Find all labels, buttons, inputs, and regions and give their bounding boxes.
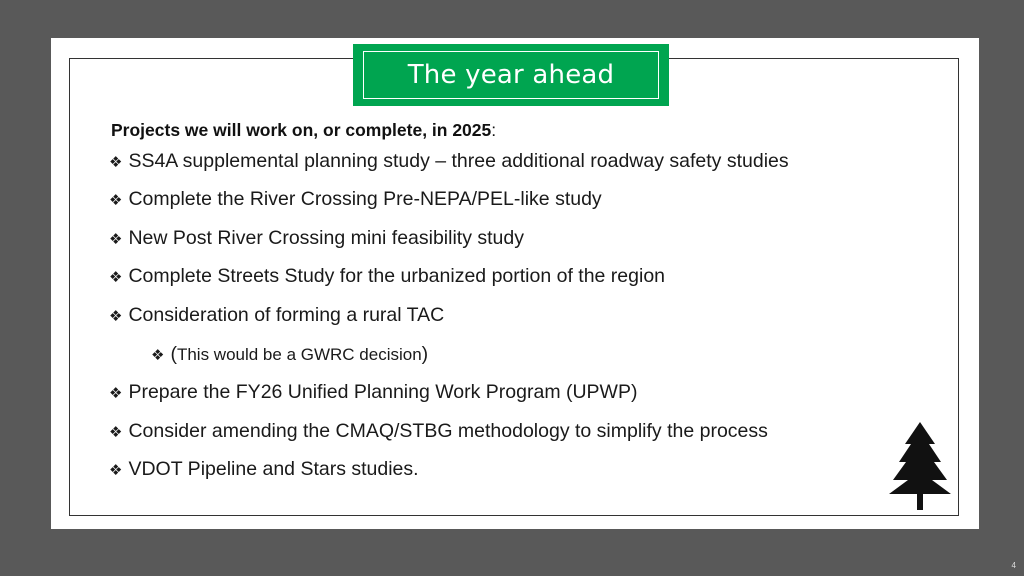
diamond-bullet-icon: ❖	[151, 345, 165, 364]
sub-bullet-item	[151, 343, 428, 366]
bullet-item	[109, 150, 789, 173]
title-banner	[353, 44, 669, 106]
bullet-item	[109, 458, 419, 481]
open-paren: (	[170, 343, 177, 365]
bullet-text: SS4A supplemental planning study – three additional roadway safety studies	[128, 150, 789, 172]
heading-text: Projects we will work on, or complete, in 2025	[111, 120, 492, 140]
pine-tree-icon	[889, 422, 951, 510]
diamond-bullet-icon: ❖	[109, 152, 123, 171]
slide-title: The year ahead	[407, 60, 615, 90]
diamond-bullet-icon: ❖	[109, 422, 123, 441]
heading-colon: :	[491, 120, 497, 140]
bullet-text: New Post River Crossing mini feasibility study	[128, 227, 524, 249]
bullet-text: Complete Streets Study for the urbanized portion of the region	[128, 265, 666, 287]
page-number: 4	[1011, 561, 1016, 570]
bullet-text: VDOT Pipeline and Stars studies.	[128, 458, 419, 480]
diamond-bullet-icon: ❖	[109, 306, 123, 325]
slide	[51, 38, 979, 529]
bullet-text: Complete the River Crossing Pre-NEPA/PEL-like study	[128, 188, 602, 210]
bullet-item	[109, 265, 665, 288]
bullet-item	[109, 381, 637, 404]
bullet-item	[109, 420, 768, 443]
section-heading	[111, 120, 496, 141]
diamond-bullet-icon: ❖	[109, 460, 123, 479]
bullet-text: Prepare the FY26 Unified Planning Work Program (UPWP)	[128, 381, 638, 403]
diamond-bullet-icon: ❖	[109, 229, 123, 248]
diamond-bullet-icon: ❖	[109, 383, 123, 402]
diamond-bullet-icon: ❖	[109, 190, 123, 209]
bullet-text: Consideration of forming a rural TAC	[128, 304, 445, 326]
bullet-item	[109, 304, 444, 327]
bullet-text: Consider amending the CMAQ/STBG methodology to simplify the process	[128, 420, 768, 442]
diamond-bullet-icon: ❖	[109, 267, 123, 286]
close-paren: )	[421, 343, 429, 365]
sub-bullet-text: This would be a GWRC decision	[176, 344, 422, 364]
bullet-item	[109, 227, 524, 250]
bullet-item	[109, 188, 602, 211]
